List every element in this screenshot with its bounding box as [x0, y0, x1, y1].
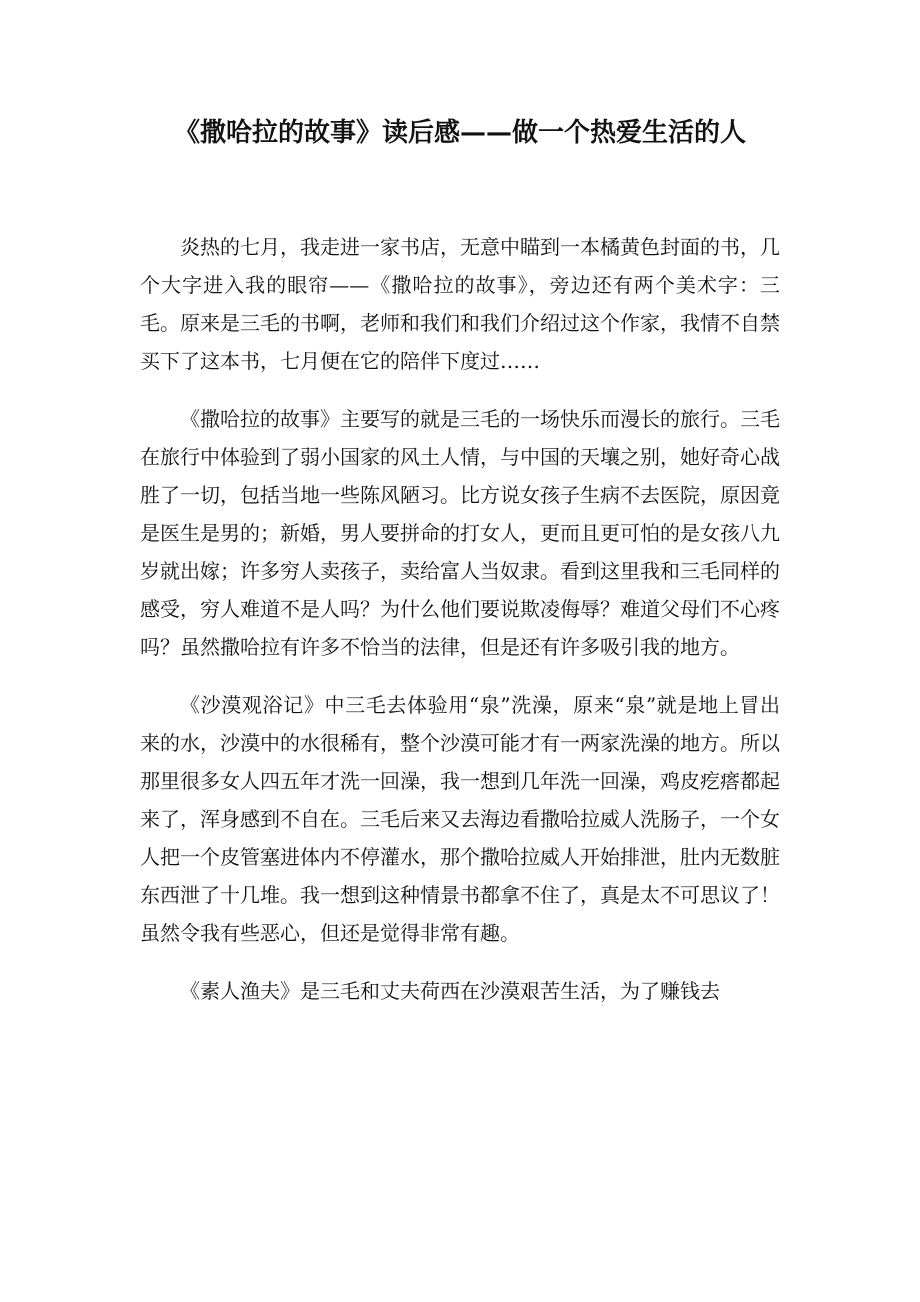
- paragraph-1: 炎热的七月，我走进一家书店，无意中瞄到一本橘黄色封面的书，几个大字进入我的眼帘——《撒哈拉的故事》，旁边还有两个美术字：三毛。原来是三毛的书啊，老师和我们和我们介绍过这个作家，我情不自禁买下了这本书，七月便在它的陪伴下度过……: [140, 235, 780, 373]
- paragraph-2: 《撒哈拉的故事》主要写的就是三毛的一场快乐而漫长的旅行。三毛在旅行中体验到了弱小国家的风土人情，与中国的天壤之别，她好奇心战胜了一切，包括当地一些陈风陋习。比方说女孩子生病不去医院，原因竟是医生是男的；新婚，男人要拼命的打女人，更而且更可怕的是女孩八九岁就出嫁；许多穷人卖孩子，卖给富人当奴隶。看到这里我和三毛同样的感受，穷人难道不是人吗？为什么他们要说欺凌侮辱？难道父母们不心疼吗？虽然撒哈拉有许多不恰当的法律，但是还有许多吸引我的地方。: [140, 407, 780, 659]
- document-title: 《撒哈拉的故事》读后感——做一个热爱生活的人: [173, 118, 746, 148]
- document-body: [140, 228, 780, 1030]
- paragraph-3: 《沙漠观浴记》中三毛去体验用“泉”洗澡，原来“泉”就是地上冒出来的水，沙漠中的水很稀有，整个沙漠可能才有一两家洗澡的地方。所以那里很多女人四五年才洗一回澡，我一想到几年洗一回澡，鸡皮疙瘩都起来了，浑身感到不自在。三毛后来又去海边看撒哈拉威人洗肠子，一个女人把一个皮管塞进体内不停灌水，那个撒哈拉威人开始排泄，肚内无数脏东西泄了十几堆。我一想到这种情景书都拿不住了，真是太不可思议了！虽然令我有些恶心，但还是觉得非常有趣。: [140, 693, 780, 945]
- paragraph-4: 《素人渔夫》是三毛和丈夫荷西在沙漠艰苦生活，为了赚钱去: [180, 979, 720, 1003]
